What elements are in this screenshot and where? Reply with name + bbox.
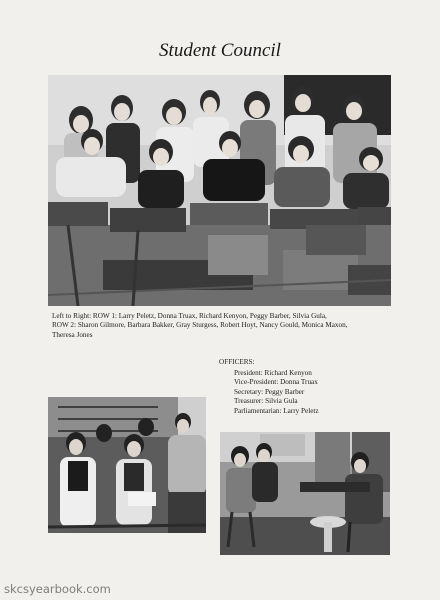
caption-line: ROW 2: Sharon Gilmore, Barbara Bakker, Gray Sturgess, Robert Hoyt, Nancy Gould, Monica Maxon,: [52, 321, 348, 330]
photo-caption: [52, 312, 392, 340]
officer-role: President:: [234, 368, 263, 377]
page-title: Student Council: [159, 40, 281, 61]
officer-role: Secretary:: [234, 387, 264, 396]
officer-role: Treasurer:: [234, 397, 264, 405]
officer-row: [219, 407, 389, 417]
officers-heading: OFFICERS:: [219, 358, 255, 366]
officers-list: [219, 358, 389, 416]
officer-name: Silvia Gula: [265, 397, 298, 405]
officer-row: [219, 388, 389, 398]
meeting-photo-right: [220, 432, 390, 555]
caption-line: Theresa Jones: [52, 330, 93, 339]
officer-name: Peggy Barber: [264, 387, 305, 396]
meeting-photo-left: [48, 397, 206, 533]
officer-row: [219, 369, 389, 379]
officer-name: Larry Peletz: [283, 406, 319, 415]
officer-role: Vice-President:: [234, 378, 279, 386]
officer-row: [219, 397, 389, 407]
caption-line: Left to Right: ROW 1: Larry Peletz, Donna Truax, Richard Kenyon, Peggy Barber, Silvia Gula,: [52, 312, 327, 320]
officer-row: [219, 378, 389, 388]
officer-name: Donna Truax: [280, 378, 318, 386]
site-watermark: skcsyearbook.com: [4, 582, 111, 596]
officer-name: Richard Kenyon: [264, 368, 312, 377]
officer-role: Parliamentarian:: [234, 406, 282, 415]
group-photo: [48, 75, 391, 306]
